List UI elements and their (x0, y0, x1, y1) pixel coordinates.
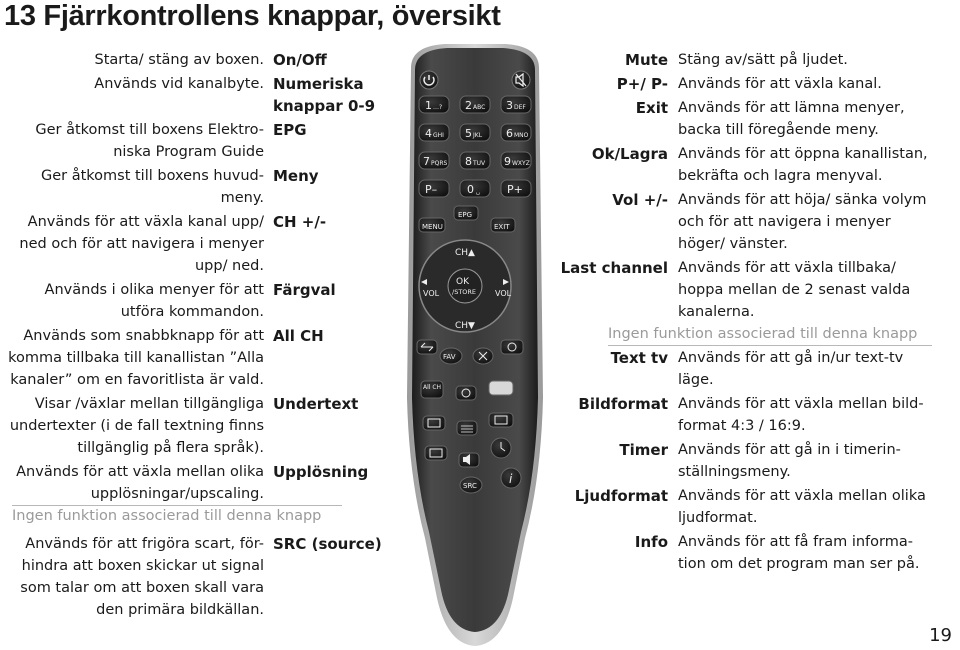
src-label: SRC (463, 482, 477, 490)
key-ch: CH +/- (273, 213, 327, 231)
number-letters: WXYZ (512, 160, 530, 167)
key-all-ch: All CH (273, 327, 324, 345)
number-label: 1 (425, 99, 432, 112)
desc-info: Används för att få fram informa- tion om det program man ser på. (678, 534, 920, 572)
number-label: 0 (467, 183, 474, 196)
number-button (460, 180, 490, 197)
number-letters: ␣ (476, 188, 480, 195)
key-ok-lagra: Ok/Lagra (591, 145, 668, 163)
key-ljudformat: Ljudformat (574, 487, 668, 505)
desc-p: Används för att växla kanal. (678, 76, 882, 92)
key-epg: EPG (273, 121, 307, 139)
color-button (489, 381, 513, 395)
key-numeric: Numeriska knappar 0-9 (273, 75, 376, 115)
subtitle-button (423, 416, 445, 430)
key-bildformat: Bildformat (578, 395, 668, 413)
number-label: 2 (465, 99, 472, 112)
key-timer: Timer (619, 441, 668, 459)
desc-meny: Ger åtkomst till boxens huvud- meny. (40, 168, 264, 206)
ch-down-label: CH▼ (455, 321, 475, 331)
vol-left-label: VOL (423, 289, 440, 298)
number-letters: DEF (514, 104, 526, 111)
return-button (456, 386, 476, 400)
text-tv-button (501, 340, 523, 354)
fav-label: FAV (443, 353, 456, 361)
number-label: 3 (506, 99, 513, 112)
desc-numeric: Används vid kanalbyte. (94, 76, 264, 92)
desc-mute: Stäng av/sätt på ljudet. (678, 52, 848, 68)
key-upplosning: Upplösning (273, 463, 369, 481)
desc-last-channel: Används för att växla tillbaka/ hoppa mellan de 2 senast valda kanalerna. (678, 260, 911, 320)
desc-epg: Ger åtkomst till boxens Elektro- niska Program Guide (35, 122, 264, 160)
key-info: Info (634, 533, 668, 551)
key-last-channel: Last channel (560, 259, 668, 277)
key-text-tv: Text tv (610, 349, 668, 367)
exit-label: EXIT (494, 223, 510, 231)
desc-upplosning: Används för att växla mellan olika upplösningar/upscaling. (16, 464, 264, 502)
info-label: i (509, 472, 513, 486)
number-label: 6 (506, 127, 513, 140)
desc-bildformat: Används för att växla mellan bild- format 4:3 / 16:9. (678, 396, 924, 434)
right-no-function-note: Ingen funktion associerad till denna knapp (608, 326, 918, 342)
remote-control-illustration (385, 38, 565, 650)
number-letters: …? (433, 104, 443, 111)
key-p: P+/ P- (616, 75, 668, 93)
desc-undertext: Visar /växlar mellan tillgängliga undertexter (i de fall textning finns tillgänglig på flera språk). (9, 396, 264, 456)
key-src: SRC (source) (273, 535, 382, 553)
desc-src: Används för att frigöra scart, för- hindra att boxen skickar ut signal som talar om att boxen skall vara den primära bildkällan. (20, 536, 264, 618)
desc-all-ch: Används som snabbknapp för att komma tillbaka till kanallistan ”Alla kanaler” om en favoritlista är vald. (8, 328, 264, 388)
resolution-button (425, 446, 447, 460)
number-label: 4 (425, 127, 432, 140)
number-letters: GHI (433, 132, 444, 139)
desc-on-off: Starta/ stäng av boxen. (94, 52, 264, 68)
desc-exit: Används för att lämna menyer, backa till föregående meny. (678, 100, 905, 138)
number-label: 9 (504, 155, 511, 168)
desc-vol: Används för att höja/ sänka volym och för att navigera i menyer höger/ vänster. (678, 192, 927, 252)
ch-up-label: CH▲ (455, 248, 475, 258)
desc-text-tv: Används för att gå in/ur text-tv läge. (678, 350, 904, 388)
page-number: 19 (929, 625, 952, 646)
number-letters: TUV (473, 160, 486, 167)
menu-label: MENU (422, 223, 443, 231)
key-on-off: On/Off (273, 51, 327, 69)
ok-label: OK (456, 277, 469, 287)
key-undertext: Undertext (273, 395, 359, 413)
key-meny: Meny (273, 167, 319, 185)
vol-right-label: VOL (495, 289, 512, 298)
key-mute: Mute (625, 51, 668, 69)
store-label: /STORE (452, 288, 477, 296)
key-exit: Exit (635, 99, 668, 117)
number-letters: MNO (514, 132, 529, 139)
number-label: 5 (465, 127, 472, 140)
number-label: 8 (465, 155, 472, 168)
left-no-function-note: Ingen funktion associerad till denna knapp (12, 508, 322, 524)
number-letters: ABC (473, 104, 486, 111)
desc-timer: Används för att gå in i timerin- ställningsmeny. (678, 442, 901, 480)
key-fargval: Färgval (273, 281, 336, 299)
divider-rule (608, 345, 932, 346)
number-letters: JKL (473, 132, 483, 139)
desc-ljudformat: Används för att växla mellan olika ljudformat. (678, 488, 926, 526)
number-label: 7 (423, 155, 430, 168)
p-plus-label: P+ (507, 183, 523, 196)
desc-ch: Används för att växla kanal upp/ ned och för att navigera i menyer upp/ ned. (19, 214, 264, 274)
desc-ok-lagra: Används för att öppna kanallistan, bekräfta och lagra menyval. (678, 146, 928, 184)
page-title: 13 Fjärrkontrollens knappar, översikt (4, 0, 501, 32)
key-vol: Vol +/- (612, 191, 668, 209)
p-minus-label: P– (425, 183, 438, 196)
desc-fargval: Används i olika menyer för att utföra kommandon. (44, 282, 264, 320)
all-ch-label: All CH (423, 384, 442, 391)
number-letters: PQRS (431, 160, 448, 167)
format-button (489, 413, 513, 427)
epg-label: EPG (458, 211, 473, 219)
teletext-button (457, 421, 477, 435)
